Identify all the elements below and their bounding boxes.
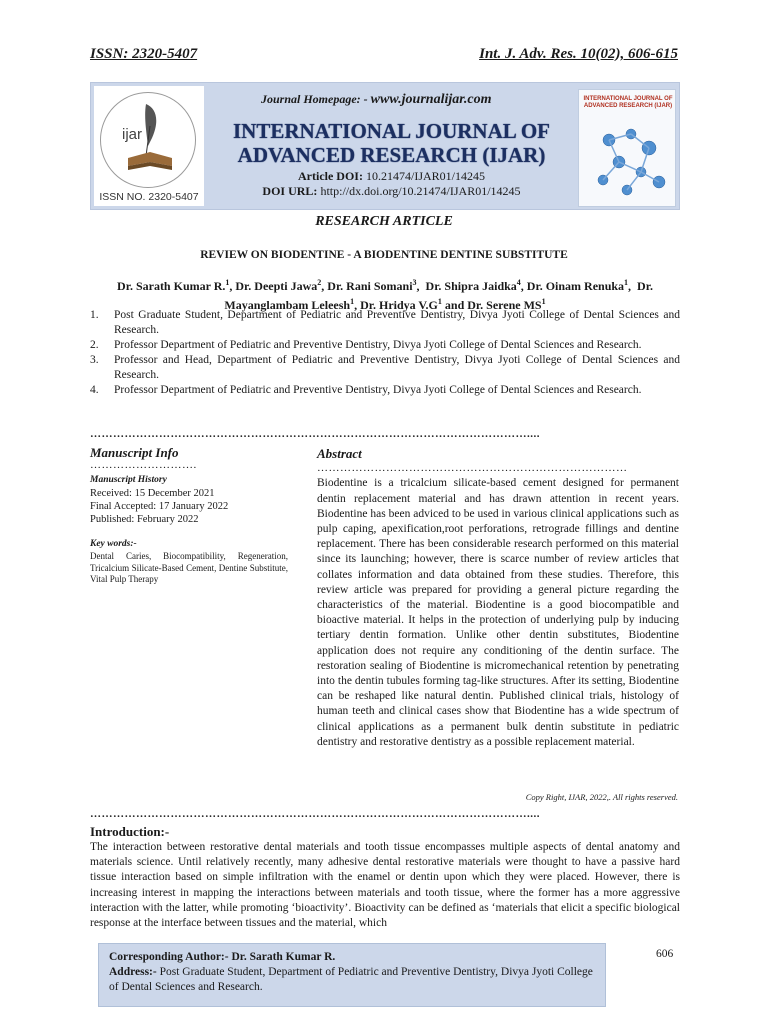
address-text: Post Graduate Student, Department of Pediatric and Preventive Dentistry, Divya Jyoti College of Dental Sciences and Research. <box>109 966 593 994</box>
author-separator: and <box>441 298 468 312</box>
author-name: Dr. Serene MS <box>467 298 542 312</box>
author-separator: , <box>520 279 527 293</box>
author-name: Dr. Oinam Renuka <box>526 279 625 293</box>
abstract-section <box>317 446 679 750</box>
published-date: Published: February 2022 <box>90 514 199 525</box>
author-name: Dr. Shipra Jaidka <box>425 279 517 293</box>
abstract-heading: Abstract <box>317 446 362 461</box>
manuscript-info-heading: Manuscript Info <box>90 445 179 460</box>
doi-url-link[interactable]: http://dx.doi.org/10.21474/IJAR01/14245 <box>320 184 521 198</box>
corresponding-author-box <box>98 943 606 1007</box>
page-number: 606 <box>656 948 674 960</box>
affiliation-number: 4. <box>90 384 99 396</box>
corresponding-address <box>109 965 595 995</box>
doi-url-label: DOI URL: <box>262 184 318 198</box>
author-separator: , <box>321 279 328 293</box>
homepage-link[interactable]: www.journalijar.com <box>370 92 492 107</box>
journal-banner <box>90 82 680 210</box>
author-affiliation-marker: 1 <box>541 297 546 306</box>
author-name: Dr. Deepti Jawa <box>235 279 318 293</box>
homepage-label: Journal Homepage: - <box>261 92 368 106</box>
affiliation-list <box>90 308 680 398</box>
author-name: Dr. Rani Somani <box>327 279 413 293</box>
separator-bottom: …………………………………………………………………………………………………….... <box>90 808 540 820</box>
affiliation-number: 3. <box>90 354 99 366</box>
author-name: Dr. Mayanglambam Leleesh <box>224 279 653 312</box>
introduction-heading: Introduction:- <box>90 824 170 839</box>
paper-title: REVIEW ON BIODENTINE - A BIODENTINE DENTINE SUBSTITUTE <box>200 249 568 261</box>
affiliation-item <box>90 353 680 383</box>
author-affiliation-marker: 1 <box>350 297 355 306</box>
article-type: RESEARCH ARTICLE <box>315 214 453 229</box>
citation-text: Int. J. Adv. Res. 10(02), 606-615 <box>479 46 678 62</box>
running-header <box>90 46 678 63</box>
introduction-text: The interaction between restorative dental materials and tooth tissue encompasses multiple aspects of dental anatomy and materials science. Until relatively recently, many adhesive dental restorative materials were thought to have a passive hard tissue interaction based on simple infiltration with the enamel or dentin upon which they were placed. However, there is increasing interest in mapping the interactions between materials and tooth tissue, where the former has a more aggressive interaction with the latter, while promoting ‘bioactivity’. Bioactivity can be defined as ‘materials that elicit a specific biological response at the interface between tissues and the material, which <box>90 841 680 930</box>
address-label: Address:- <box>109 966 157 979</box>
author-separator: , <box>628 279 638 293</box>
journal-title-line-1: INTERNATIONAL JOURNAL OF <box>233 119 550 143</box>
journal-logo <box>94 86 204 206</box>
journal-cover-thumbnail <box>578 89 676 207</box>
abstract-dots: ……………………………………………………………………… <box>317 462 628 475</box>
author-separator: , <box>229 279 236 293</box>
affiliation-text: Professor and Head, Department of Pediatric and Preventive Dentistry, Divya Jyoti College of Dental Sciences and Research. <box>114 354 680 381</box>
logo-issn: ISSN NO. 2320-5407 <box>99 191 199 203</box>
author-affiliation-marker: 2 <box>317 278 322 287</box>
manuscript-dots: ………………………. <box>90 459 197 471</box>
manuscript-info <box>90 446 288 586</box>
affiliation-text: Post Graduate Student, Department of Pediatric and Preventive Dentistry, Divya Jyoti College of Dental Sciences and Research. <box>114 309 680 336</box>
separator-top: …………………………………………………………………………………………………….... <box>90 428 540 440</box>
journal-title-line-2: ADVANCED RESEARCH (IJAR) <box>237 143 546 167</box>
cover-title: INTERNATIONAL JOURNAL OF ADVANCED RESEARCH (IJAR) <box>583 96 673 109</box>
keywords-heading: Key words:- <box>90 539 137 549</box>
issn-text: ISSN: 2320-5407 <box>90 46 198 62</box>
affiliation-text: Professor Department of Pediatric and Preventive Dentistry, Divya Jyoti College of Dental Sciences and Research. <box>114 339 642 351</box>
affiliation-text: Professor Department of Pediatric and Preventive Dentistry, Divya Jyoti College of Dental Sciences and Research. <box>114 384 642 396</box>
corresponding-author-name: Corresponding Author:- Dr. Sarath Kumar R. <box>109 951 336 963</box>
author-affiliation-marker: 3 <box>412 278 417 287</box>
affiliation-item <box>90 338 680 353</box>
doi-label: Article DOI: <box>298 169 363 183</box>
author-name: Dr. Sarath Kumar R. <box>117 279 226 293</box>
author-separator: , <box>354 298 361 312</box>
journal-title <box>219 119 564 167</box>
author-name: Dr. Hridya V.G <box>360 298 438 312</box>
affiliation-item <box>90 383 680 398</box>
abstract-text: Biodentine is a tricalcium silicate-based cement designed for permanent dentin replacement material and has drawn attention in recent years. Biodentine has been adviced to be used in various clinical applications such as pulp caping, apexification,root perforations, retrograde fillings and dentine replacement. There has been considerable research performed on this material since its launching; however, there is scarce number of review articles that collates information and data obtained from these studies. Therefore, this review article was prepared for providing a general picture regarding the characteristics of the material. Biodentine is a good biocompatible and bioactive material. It helps in the protection of underlying pulp by inducing tertiary dentin formation. Unlike other dentin substitutes, Biodentine application does not require any conditioning of the dentin surface. The restoration sealing of Biodentine is micromechanical retention by penetrating into the dentin tubules forming tag-like structures. After its setting, Biodentine can be reshaped like natural dentin. Published clinical trials, histology of human teeth and clinical cases show that Biodentine has a wide spectrum of clinical applications as a permanent bulk dentin substitute in pediatric dentistry and restorative dentistry as a possible replacement material. <box>317 477 679 748</box>
molecule-illustration-icon <box>579 90 676 207</box>
author-affiliation-marker: 4 <box>516 278 521 287</box>
affiliation-number: 1. <box>90 309 99 321</box>
manuscript-history-heading: Manuscript History <box>90 475 167 485</box>
affiliation-item <box>90 308 680 338</box>
author-separator: , <box>416 279 426 293</box>
accepted-date: Final Accepted: 17 January 2022 <box>90 501 229 512</box>
copyright-notice: Copy Right, IJAR, 2022,. All rights reserved. <box>525 792 678 802</box>
logo-wordmark: ijar <box>122 126 143 143</box>
received-date: Received: 15 December 2021 <box>90 488 215 499</box>
author-affiliation-marker: 1 <box>437 297 442 306</box>
doi-block <box>219 169 564 199</box>
author-affiliation-marker: 1 <box>624 278 629 287</box>
author-affiliation-marker: 1 <box>225 278 230 287</box>
keywords-text: Dental Caries, Biocompatibility, Regeneration, Tricalcium Silicate-Based Cement, Dentine Substitute, Vital Pulp Therapy <box>90 551 288 584</box>
affiliation-number: 2. <box>90 339 99 351</box>
journal-homepage <box>261 92 492 108</box>
doi-value: 10.21474/IJAR01/14245 <box>365 169 485 183</box>
quill-book-icon <box>94 86 204 186</box>
